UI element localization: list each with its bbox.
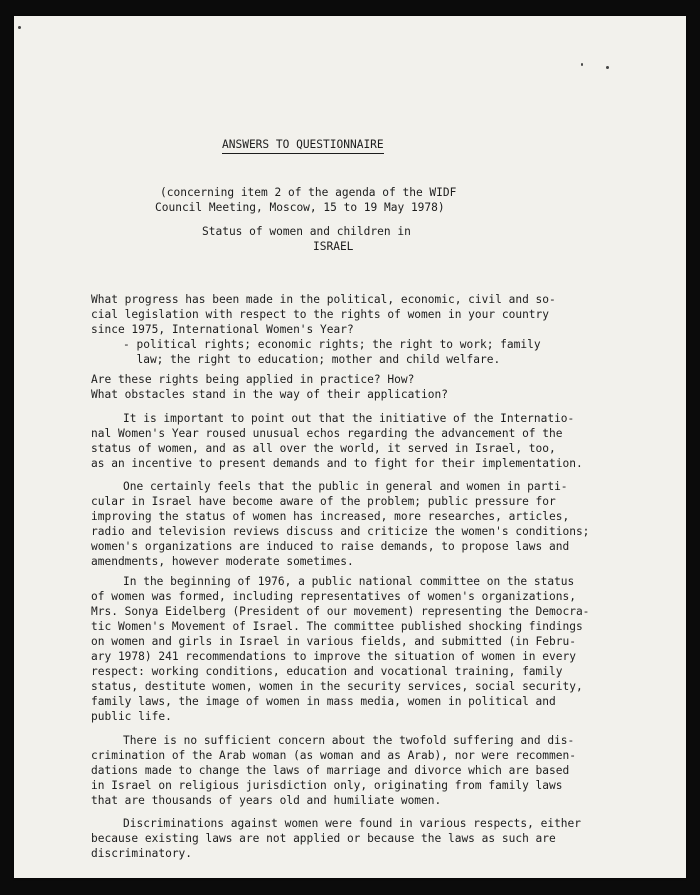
paragraph-line: One certainly feels that the public in general and women in parti- bbox=[123, 480, 568, 493]
paragraph-line: amendments, however moderate sometimes. bbox=[91, 555, 354, 568]
paragraph-line: It is important to point out that the initiative of the Internatio- bbox=[123, 412, 575, 425]
question-line: since 1975, International Women's Year? bbox=[91, 323, 354, 336]
question-line: cial legislation with respect to the rights of women in your country bbox=[91, 308, 550, 321]
paragraph-line: on women and girls in Israel in various fields, and submitted (in Febru- bbox=[91, 635, 576, 648]
paragraph-line: ary 1978) 241 recommendations to improve the situation of women in every bbox=[91, 650, 576, 663]
status-heading-country: ISRAEL bbox=[313, 240, 354, 253]
header-line: Council Meeting, Moscow, 15 to 19 May 1978) bbox=[155, 201, 445, 214]
bullet-line: - political rights; economic rights; the right to work; family bbox=[123, 338, 541, 351]
paragraph-line: Mrs. Sonya Eidelberg (President of our movement) representing the Democra- bbox=[91, 605, 590, 618]
paragraph-line: family laws, the image of women in mass media, women in political and bbox=[91, 695, 556, 708]
paragraph-line: There is no sufficient concern about the twofold suffering and dis- bbox=[123, 734, 575, 747]
document-title: ANSWERS TO QUESTIONNAIRE bbox=[222, 137, 384, 154]
paragraph-line: status of women, and as all over the world, it served in Israel, too, bbox=[91, 442, 556, 455]
bullet-line: law; the right to education; mother and child welfare. bbox=[123, 353, 501, 366]
header-line: (concerning item 2 of the agenda of the WIDF bbox=[160, 186, 457, 199]
paragraph-line: nal Women's Year roused unusual echos regarding the advancement of the bbox=[91, 427, 563, 440]
paragraph-line: women's organizations are induced to raise demands, to propose laws and bbox=[91, 540, 570, 553]
paragraph-line: public life. bbox=[91, 710, 172, 723]
paragraph-line: of women was formed, including representatives of women's organizations, bbox=[91, 590, 576, 603]
question-line: What obstacles stand in the way of their application? bbox=[91, 388, 448, 401]
paragraph-line: dations made to change the laws of marriage and divorce which are based bbox=[91, 764, 570, 777]
paragraph-line: tic Women's Movement of Israel. The committee published shocking findings bbox=[91, 620, 583, 633]
paragraph-line: discriminatory. bbox=[91, 847, 193, 860]
status-heading-line: Status of women and children in bbox=[202, 225, 411, 238]
paragraph-line: In the beginning of 1976, a public national committee on the status bbox=[123, 575, 575, 588]
question-line: What progress has been made in the political, economic, civil and so- bbox=[91, 293, 556, 306]
paragraph-line: status, destitute women, women in the security services, social security, bbox=[91, 680, 583, 693]
paragraph-line: Discriminations against women were found in various respects, either bbox=[123, 817, 582, 830]
paragraph-line: in Israel on religious jurisdiction only, originating from family laws bbox=[91, 779, 563, 792]
paragraph-line: improving the status of women has increased, more researches, articles, bbox=[91, 510, 570, 523]
paragraph-line: as an incentive to present demands and to fight for their implementation. bbox=[91, 457, 583, 470]
paragraph-line: that are thousands of years old and humiliate women. bbox=[91, 794, 442, 807]
paragraph-line: radio and television reviews discuss and criticize the women's conditions; bbox=[91, 525, 590, 538]
question-line: Are these rights being applied in practice? How? bbox=[91, 373, 415, 386]
paragraph-line: cular in Israel have become aware of the problem; public pressure for bbox=[91, 495, 556, 508]
paragraph-line: crimination of the Arab woman (as woman and as Arab), nor were recommen- bbox=[91, 749, 576, 762]
paragraph-line: respect: working conditions, education and vocational training, family bbox=[91, 665, 563, 678]
paragraph-line: because existing laws are not applied or because the laws as such are bbox=[91, 832, 556, 845]
